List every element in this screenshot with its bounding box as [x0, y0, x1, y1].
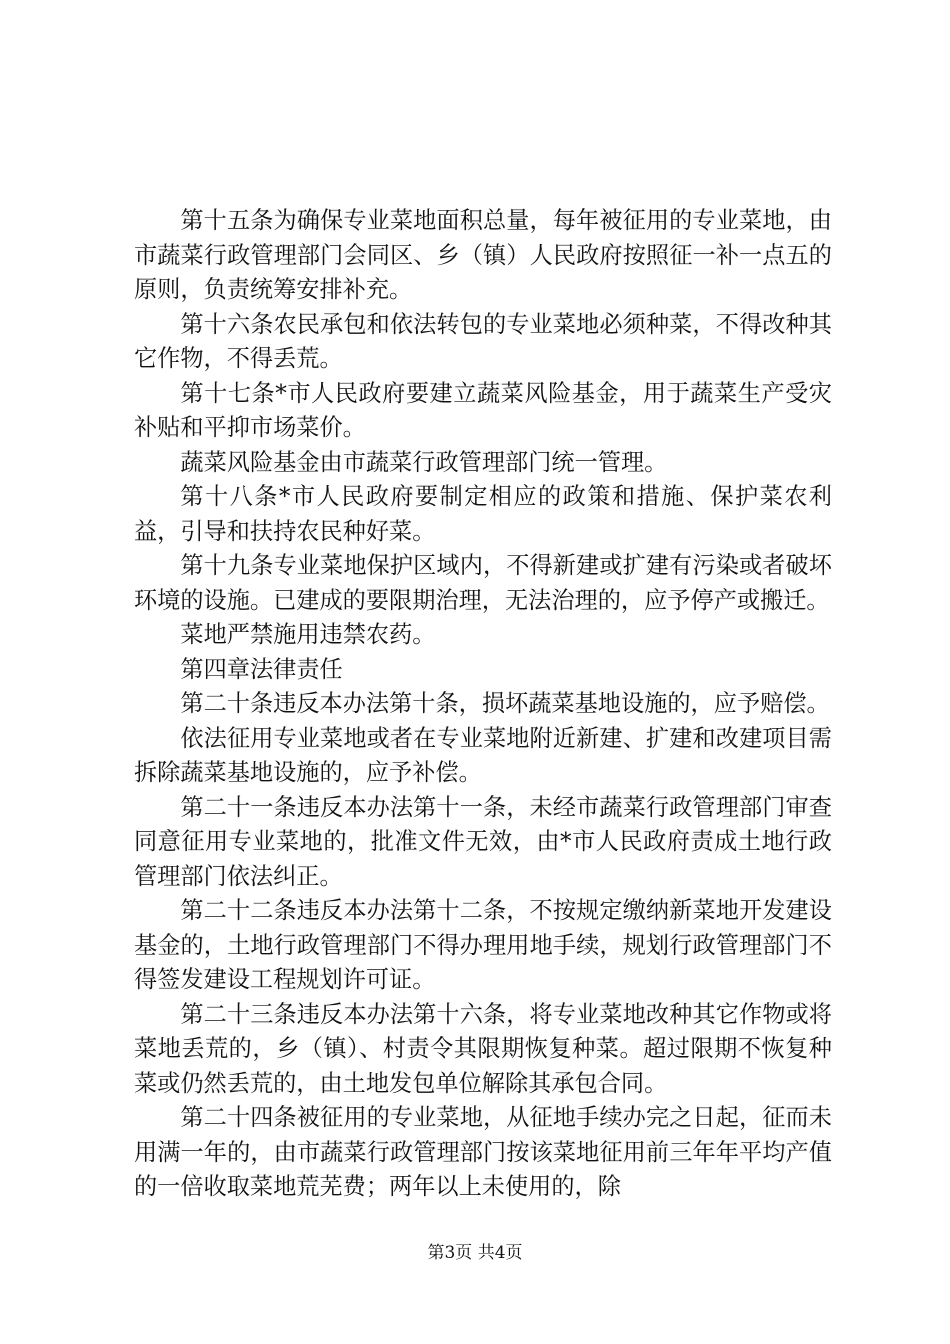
paragraph: 第二十一条违反本办法第十一条，未经市蔬菜行政管理部门审查同意征用专业菜地的，批准文件无效，由*市人民政府责成土地行政管理部门依法纠正。	[134, 793, 832, 890]
chapter-heading: 第四章法律责任	[180, 655, 343, 683]
paragraph: 第十八条*市人民政府要制定相应的政策和措施、保护菜农利益，引导和扶持农民种好菜。	[134, 483, 832, 545]
paragraph: 第二十二条违反本办法第十二条，不按规定缴纳新菜地开发建设基金的，土地行政管理部门不得办理用地手续，规划行政管理部门不得签发建设工程规划许可证。	[134, 897, 832, 993]
paragraph: 第二十条违反本办法第十条，损坏蔬菜基地设施的，应予赔偿。	[180, 690, 830, 717]
paragraph: 蔬菜风险基金由市蔬菜行政管理部门统一管理。	[180, 448, 668, 476]
paragraph: 菜地严禁施用违禁农药。	[180, 621, 436, 648]
document-body	[134, 204, 832, 1205]
paragraph: 第二十四条被征用的专业菜地，从征地手续办完之日起，征而未用满一年的，由市蔬菜行政管理部门按该菜地征用前三年年平均产值的一倍收取菜地荒芜费；两年以上未使用的，除	[134, 1104, 832, 1200]
paragraph: 第十五条为确保专业菜地面积总量，每年被征用的专业菜地，由市蔬菜行政管理部门会同区、乡（镇）人民政府按照征一补一点五的原则，负责统筹安排补充。	[134, 207, 832, 303]
paragraph: 第十九条专业菜地保护区域内，不得新建或扩建有污染或者破坏环境的设施。已建成的要限期治理，无法治理的，应予停产或搬迁。	[134, 552, 832, 614]
page-number-footer: 第3页 共4页	[427, 1243, 523, 1263]
paragraph: 依法征用专业菜地或者在专业菜地附近新建、扩建和改建项目需拆除蔬菜基地设施的，应予补偿。	[134, 724, 832, 786]
paragraph: 第二十三条违反本办法第十六条，将专业菜地改种其它作物或将菜地丢荒的，乡（镇）、村责令其限期恢复种菜。超过限期不恢复种菜或仍然丢荒的，由土地发包单位解除其承包合同。	[134, 1000, 832, 1097]
paragraph: 第十六条农民承包和依法转包的专业菜地必须种菜，不得改种其它作物，不得丢荒。	[134, 310, 832, 372]
paragraph: 第十七条*市人民政府要建立蔬菜风险基金，用于蔬菜生产受灾补贴和平抑市场菜价。	[134, 379, 832, 441]
